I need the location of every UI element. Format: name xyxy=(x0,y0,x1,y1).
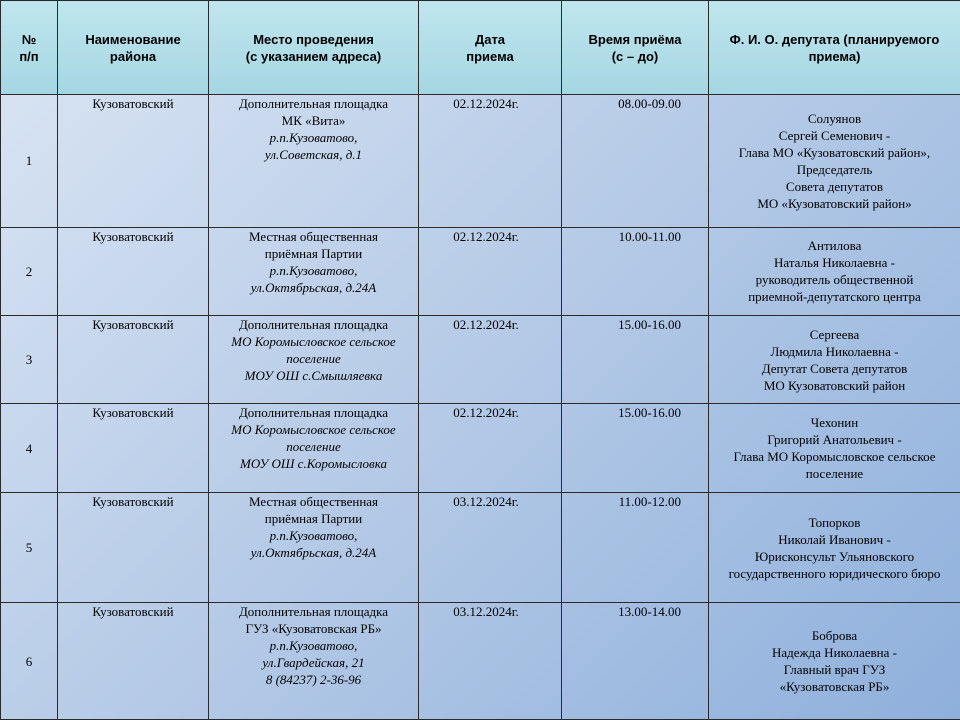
header-num: № п/п xyxy=(1,1,58,95)
header-date: Дата приема xyxy=(419,1,562,95)
time-cell: 13.00-14.00 xyxy=(562,603,709,720)
header-deputy: Ф. И. О. депутата (планируемого приема) xyxy=(709,1,960,95)
header-row xyxy=(1,1,960,95)
row-number: 3 xyxy=(1,316,58,404)
time-cell: 10.00-11.00 xyxy=(562,227,709,315)
location-cell: Дополнительная площадка МО Коромысловское сельское поселение МОУ ОШ с.Смышляевка xyxy=(209,316,419,404)
date-cell: 02.12.2024г. xyxy=(419,95,562,228)
location-cell: Дополнительная площадка ГУЗ «Кузоватовская РБ» р.п.Кузоватово, ул.Гвардейская, 21 8 (84237) 2-36-96 xyxy=(209,603,419,720)
time-cell: 15.00-16.00 xyxy=(562,404,709,492)
time-cell: 08.00-09.00 xyxy=(562,95,709,228)
district-cell: Кузоватовский xyxy=(58,95,209,228)
district-cell: Кузоватовский xyxy=(58,492,209,603)
district-cell: Кузоватовский xyxy=(58,227,209,315)
date-cell: 02.12.2024г. xyxy=(419,227,562,315)
district-cell: Кузоватовский xyxy=(58,316,209,404)
location-cell: Дополнительная площадка МО Коромысловское сельское поселение МОУ ОШ с.Коромысловка xyxy=(209,404,419,492)
header-place: Место проведения (с указанием адреса) xyxy=(209,1,419,95)
date-cell: 03.12.2024г. xyxy=(419,603,562,720)
table-row xyxy=(1,492,960,603)
deputy-cell: Солуянов Сергей Семенович - Глава МО «Кузоватовский район», Председатель Совета депутатов МО «Кузоватовский район» xyxy=(709,95,960,228)
row-number: 1 xyxy=(1,95,58,228)
deputy-cell: Топорков Николай Иванович - Юрисконсульт Ульяновского государственного юридического бюро xyxy=(709,492,960,603)
location-cell: Дополнительная площадка МК «Вита» р.п.Кузоватово, ул.Советская, д.1 xyxy=(209,95,419,228)
date-cell: 03.12.2024г. xyxy=(419,492,562,603)
row-number: 5 xyxy=(1,492,58,603)
district-cell: Кузоватовский xyxy=(58,404,209,492)
table-row xyxy=(1,404,960,492)
district-cell: Кузоватовский xyxy=(58,603,209,720)
row-number: 4 xyxy=(1,404,58,492)
header-time: Время приёма (с – до) xyxy=(562,1,709,95)
deputy-cell: Сергеева Людмила Николаевна - Депутат Совета депутатов МО Кузоватовский район xyxy=(709,316,960,404)
row-number: 2 xyxy=(1,227,58,315)
deputy-cell: Боброва Надежда Николаевна - Главный врач ГУЗ «Кузоватовская РБ» xyxy=(709,603,960,720)
time-cell: 11.00-12.00 xyxy=(562,492,709,603)
location-cell: Местная общественная приёмная Партии р.п.Кузоватово, ул.Октябрьская, д.24А xyxy=(209,227,419,315)
date-cell: 02.12.2024г. xyxy=(419,316,562,404)
time-cell: 15.00-16.00 xyxy=(562,316,709,404)
location-cell: Местная общественная приёмная Партии р.п.Кузоватово, ул.Октябрьская, д.24А xyxy=(209,492,419,603)
date-cell: 02.12.2024г. xyxy=(419,404,562,492)
deputy-cell: Чехонин Григорий Анатольевич - Глава МО Коромысловское сельское поселение xyxy=(709,404,960,492)
table-row xyxy=(1,603,960,720)
table-row xyxy=(1,316,960,404)
header-district: Наименование района xyxy=(58,1,209,95)
row-number: 6 xyxy=(1,603,58,720)
table-row xyxy=(1,95,960,228)
deputy-cell: Антилова Наталья Николаевна - руководитель общественной приемной-депутатского центра xyxy=(709,227,960,315)
table-row xyxy=(1,227,960,315)
